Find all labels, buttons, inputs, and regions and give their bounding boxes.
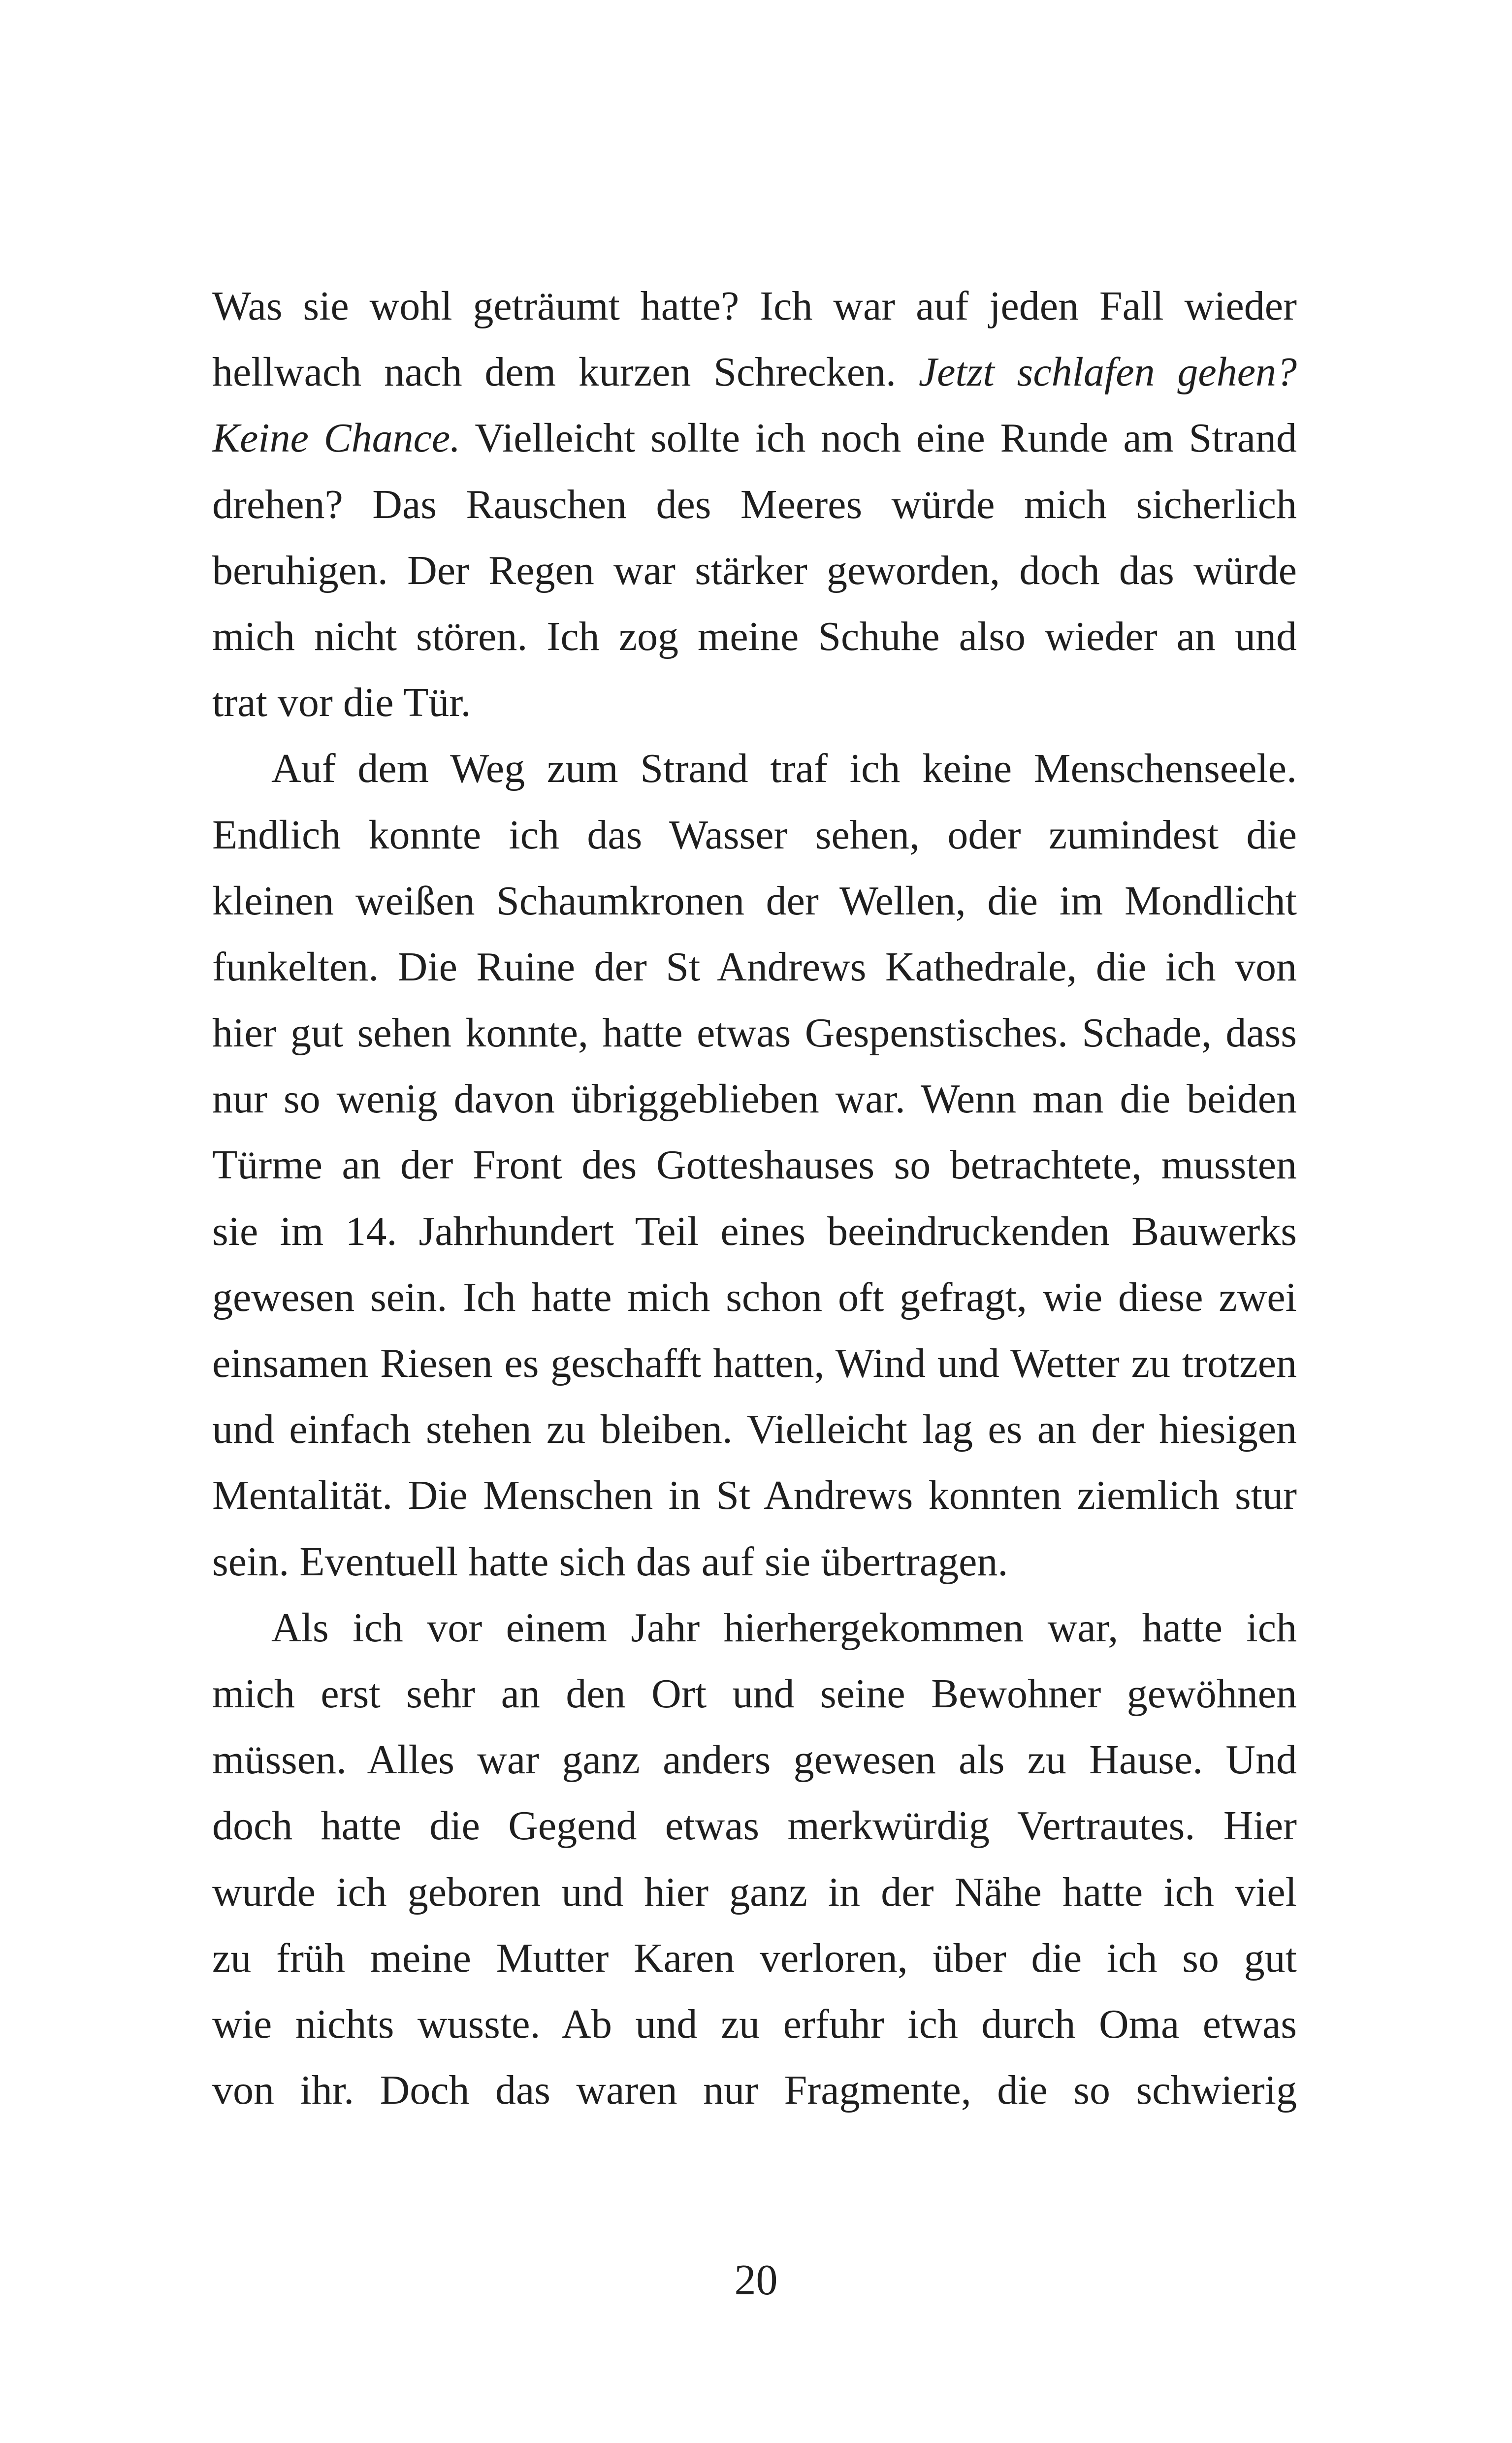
text-run: trat vor die Tür.: [212, 680, 471, 726]
text-run: Vielleicht sollte ich noch eine Runde am Strand: [460, 415, 1297, 461]
text-line: [212, 604, 1297, 670]
text-run: Auf dem Weg zum Strand traf ich keine Menschenseele.: [271, 746, 1297, 792]
text-line: [212, 1991, 1297, 2057]
text-line: [212, 339, 1297, 405]
text-run: von ihr. Doch das waren nur Fragmente, die so schwierig: [212, 2067, 1297, 2114]
text-line: [212, 1661, 1297, 1727]
text-run: hier gut sehen konnte, hatte etwas Gespenstisches. Schade, dass: [212, 1010, 1297, 1056]
text-line: [212, 670, 1297, 736]
text-run: wie nichts wusste. Ab und zu erfuhr ich durch Oma etwas: [212, 2001, 1297, 2047]
text-run: gewesen sein. Ich hatte mich schon oft gefragt, wie diese zwei: [212, 1274, 1297, 1320]
text-run: und einfach stehen zu bleiben. Vielleicht lag es an der hiesigen: [212, 1406, 1297, 1453]
text-line: [212, 802, 1297, 868]
text-line: [212, 273, 1297, 339]
text-run: nur so wenig davon übriggeblieben war. Wenn man die beiden: [212, 1076, 1297, 1122]
text-run: mich nicht stören. Ich zog meine Schuhe also wieder an und: [212, 613, 1297, 659]
text-run: wurde ich geboren und hier ganz in der Nähe hatte ich viel: [212, 1869, 1297, 1915]
text-run: mich erst sehr an den Ort und seine Bewohner gewöhnen: [212, 1670, 1297, 1717]
text-run: doch hatte die Gegend etwas merkwürdig Vertrautes. Hier: [212, 1803, 1297, 1849]
text-run: Was sie wohl geträumt hatte? Ich war auf jeden Fall wieder: [212, 283, 1297, 329]
text-run: Türme an der Front des Gotteshauses so betrachtete, mussten: [212, 1142, 1297, 1188]
text-line: [212, 1265, 1297, 1331]
text-run: sie im 14. Jahrhundert Teil eines beeindruckenden Bauwerks: [212, 1208, 1297, 1254]
text-line: [212, 1793, 1297, 1859]
text-line: [212, 1925, 1297, 1991]
text-line: [212, 1132, 1297, 1198]
text-run: hellwach nach dem kurzen Schrecken.: [212, 349, 919, 395]
italic-text: Jetzt schlafen gehen?: [918, 349, 1297, 395]
text-line: [212, 868, 1297, 934]
text-run: kleinen weißen Schaumkronen der Wellen, die im Mondlicht: [212, 878, 1297, 924]
text-line: [212, 1066, 1297, 1132]
text-line: [212, 1000, 1297, 1066]
text-run: beruhigen. Der Regen war stärker geworden, doch das würde: [212, 547, 1297, 593]
text-line: [212, 736, 1297, 802]
text-run: drehen? Das Rauschen des Meeres würde mich sicherlich: [212, 481, 1297, 527]
text-line: [212, 934, 1297, 1000]
text-run: müssen. Alles war ganz anders gewesen als zu Hause. Und: [212, 1737, 1297, 1783]
text-run: einsamen Riesen es geschafft hatten, Wind und Wetter zu trotzen: [212, 1340, 1297, 1386]
text-line: [212, 1397, 1297, 1463]
text-run: Mentalität. Die Menschen in St Andrews konnten ziemlich stur: [212, 1472, 1297, 1519]
text-line: [212, 1331, 1297, 1397]
italic-text: Keine Chance.: [212, 415, 461, 461]
text-line: [212, 1199, 1297, 1265]
page-number: 20: [734, 2256, 778, 2304]
text-line: [212, 2057, 1297, 2123]
text-line: [212, 1859, 1297, 1925]
text-run: Als ich vor einem Jahr hierhergekommen war, hatte ich: [271, 1604, 1297, 1651]
text-line: [212, 1529, 1297, 1595]
text-run: Endlich konnte ich das Wasser sehen, oder zumindest die: [212, 812, 1297, 858]
text-line: [212, 1595, 1297, 1661]
text-line: [212, 405, 1297, 471]
text-line: [212, 1463, 1297, 1529]
text-run: sein. Eventuell hatte sich das auf sie übertragen.: [212, 1538, 1008, 1585]
text-run: zu früh meine Mutter Karen verloren, über die ich so gut: [212, 1935, 1297, 1981]
text-line: [212, 538, 1297, 604]
text-line: [212, 472, 1297, 538]
body-text: [212, 273, 1297, 2123]
text-line: [212, 1727, 1297, 1793]
text-run: funkelten. Die Ruine der St Andrews Kathedrale, die ich von: [212, 944, 1297, 990]
